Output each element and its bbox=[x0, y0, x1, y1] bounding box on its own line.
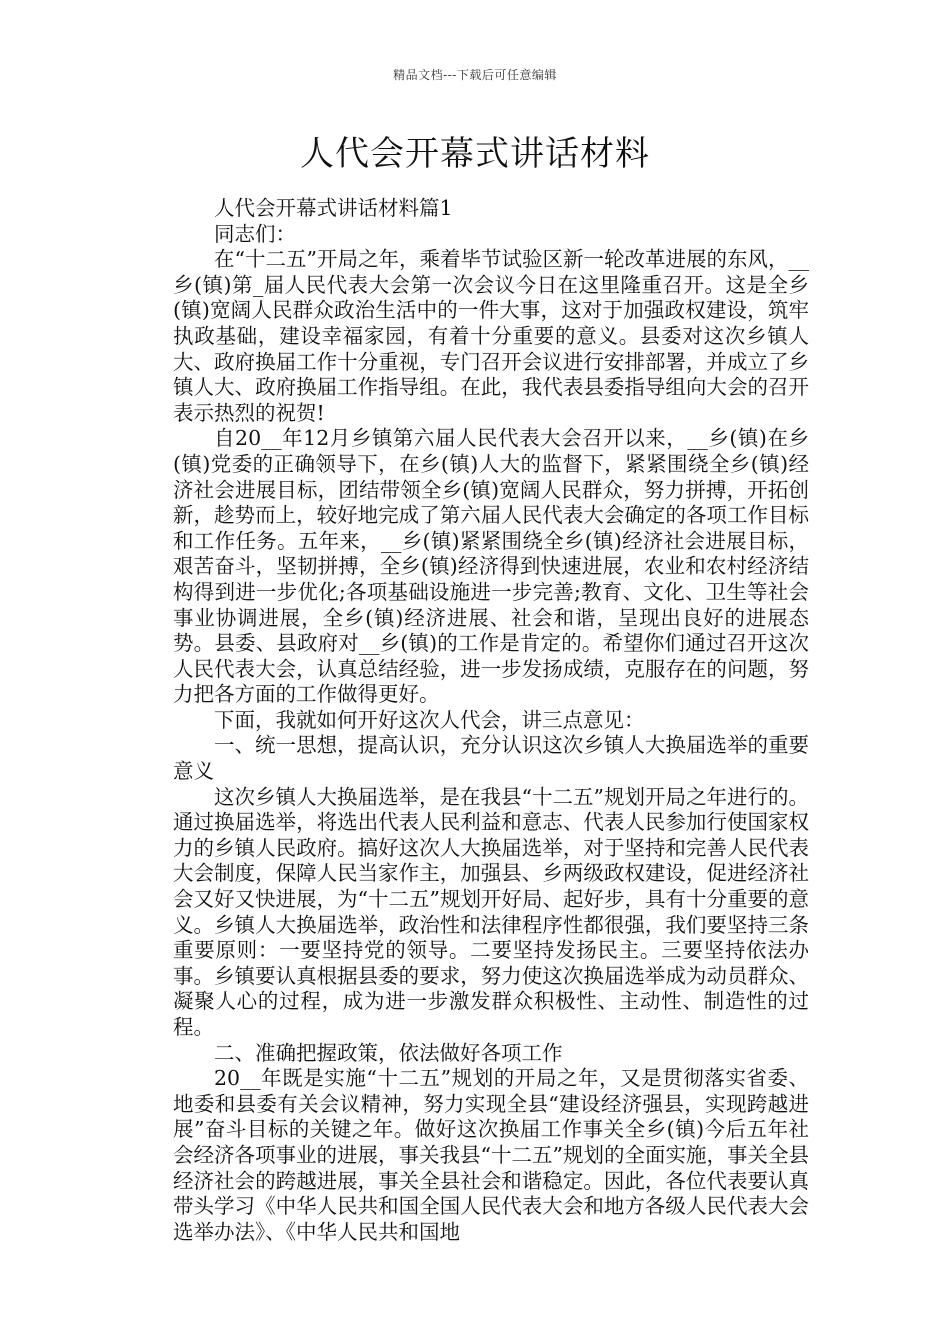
body-paragraph: 20__年既是实施“十二五”规划的开局之年，又是贯彻落实省委、地委和县委有关会议精神，努力实现全县“建设经济强县，实现跨越进展”奋斗目标的关键之年。做好这次换届工作事关全乡(镇)今后五年社会经济各项事业的进展，事关我县“十二五”规划的全面实施，事关全县经济社会的跨越进展，事关全县社会和谐稳定。因此，各位代表要认真带头学习《中华人民共和国全国人民代表大会和地方各级人民代表大会选举办法》、《中华人民共和国地 bbox=[173, 1066, 809, 1244]
document-body bbox=[173, 196, 809, 1245]
body-paragraph: 下面，我就如何开好这次人代会，讲三点意见： bbox=[214, 707, 645, 732]
subheading: 一、统一思想，提高认识，充分认识这次乡镇人大换届选举的重要意义 bbox=[173, 733, 809, 784]
header-note: 精品文档---下载后可任意编辑 bbox=[393, 68, 557, 82]
document-title: 人代会开幕式讲话材料 bbox=[300, 134, 650, 174]
body-paragraph: 在“十二五”开局之年，乘着毕节试验区新一轮改革进展的东风，__乡(镇)第_届人民代表大会第一次会议今日在这里隆重召开。这是全乡(镇)宽阔人民群众政治生活中的一件大事，这对于加强政权建设，筑牢执政基础，建设幸福家园，有着十分重要的意义。县委对这次乡镇人大、政府换届工作十分重视，专门召开会议进行安排部署，并成立了乡镇人大、政府换届工作指导组。在此，我代表县委指导组向大会的召开表示热烈的祝贺! bbox=[173, 247, 809, 425]
body-paragraph: 自20__年12月乡镇第六届人民代表大会召开以来，__乡(镇)在乡(镇)党委的正确领导下，在乡(镇)人大的监督下，紧紧围绕全乡(镇)经济社会进展目标，团结带领全乡(镇)宽阔人民群众，努力拼搏，开拓创新，趁势而上，较好地完成了第六届人民代表大会确定的各项工作目标和工作任务。五年来，__乡(镇)紧紧围绕全乡(镇)经济社会进展目标，艰苦奋斗，坚韧拼搏，全乡(镇)经济得到快速进展，农业和农村经济结构得到进一步优化;各项基础设施进一步完善;教育、文化、卫生等社会事业协调进展，全乡(镇)经济进展、社会和谐，呈现出良好的进展态势。县委、县政府对__乡(镇)的工作是肯定的。希望你们通过召开这次人民代表大会，认真总结经验，进一步发扬成绩，克服存在的问题，努力把各方面的工作做得更好。 bbox=[173, 426, 809, 707]
subheading: 二、准确把握政策，依法做好各项工作 bbox=[214, 1040, 563, 1065]
section-heading: 人代会开幕式讲话材料篇1 bbox=[214, 196, 453, 220]
body-paragraph: 这次乡镇人大换届选举，是在我县“十二五”规划开局之年进行的。通过换届选举，将选出代表人民利益和意志、代表人民参加行使国家权力的乡镇人民政府。搞好这次人大换届选举，对于坚持和完善人民代表大会制度，保障人民当家作主，加强县、乡两级政权建设，促进经济社会又好又快进展，为“十二五”规划开好局、起好步，具有十分重要的意义。乡镇人大换届选举，政治性和法律程序性都很强，我们要坚持三条重要原则：一要坚持党的领导。二要坚持发扬民主。三要坚持依法办事。乡镇要认真根据县委的要求，努力使这次换届选举成为动员群众、凝聚人心的过程，成为进一步激发群众积极性、主动性、制造性的过程。 bbox=[173, 784, 809, 1039]
salutation: 同志们： bbox=[214, 221, 296, 246]
